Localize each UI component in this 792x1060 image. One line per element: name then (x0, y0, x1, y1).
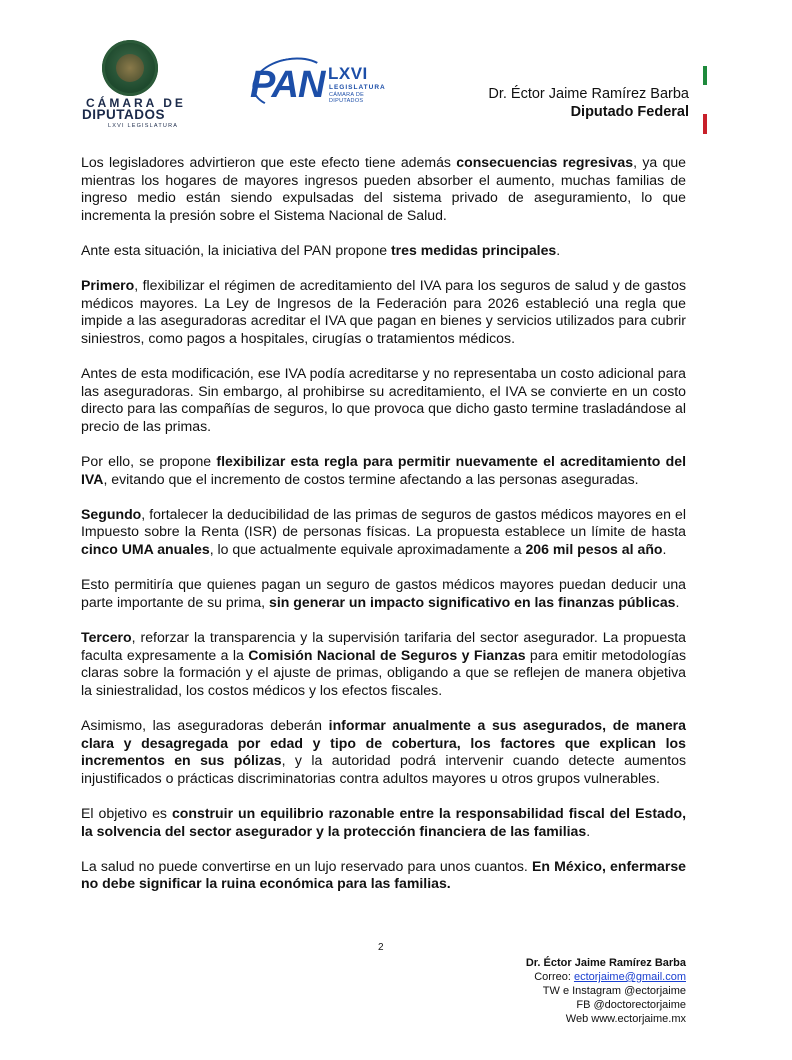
text-run: Por ello, se propone (81, 453, 217, 470)
bold-text: construir un equilibrio razonable entre la responsabilidad fiscal del Estado, la solvencia del sector asegurador y la protección financiera de las familias (81, 804, 686, 839)
bold-text: Comisión Nacional de Seguros y Fianzas (248, 646, 526, 663)
red-accent-bar (703, 114, 707, 134)
pan-lxvi-logo (248, 58, 398, 110)
text-run: , reforzar la transparencia y la supervisión tarifaria del sector asegurador. La propuesta faculta expresamente a la (81, 629, 686, 663)
text-run: El objetivo es (81, 804, 172, 821)
paragraph (81, 154, 686, 224)
paragraph (81, 629, 686, 699)
text-run: . (675, 593, 680, 610)
bold-text: Primero (81, 277, 135, 294)
paragraph (81, 805, 686, 840)
document-body (81, 154, 686, 911)
text-run: , fortalecer la deducibilidad de las primas de seguros de gastos médicos mayores en el Impuesto sobre la Renta (ISR) de personas físicas. La propuesta establece un límite de hasta (81, 505, 686, 540)
footer-contact (526, 956, 686, 1026)
bold-text: tres medidas principales (390, 241, 557, 258)
paragraph (81, 506, 686, 559)
camara-de-diputados-logo (78, 38, 198, 130)
text-run: Asimismo, las aseguradoras deberán (81, 717, 329, 733)
text-run: . (556, 241, 561, 258)
bold-text: consecuencias regresivas (456, 154, 634, 170)
footer-facebook: FB @doctorectorjaime (576, 999, 686, 1011)
text-run: , evitando que el incremento de costos termine afectando a las personas aseguradas. (103, 470, 639, 487)
lxvi-legislatura-text: LEGISLATURA (329, 84, 386, 91)
footer-email-label: Correo: (534, 971, 574, 983)
paragraph (81, 717, 686, 787)
text-run: , ya que mientras los hogares de mayores ingresos pueden absorber el aumento, muchas familias de ingreso medio están siendo expulsadas del sistema privado de aseguramiento, lo que incrementa la presión sobre el Sistema Nacional de Salud. (81, 154, 687, 223)
paragraph (81, 453, 686, 488)
camara-logo-line1: CÁMARA DE (86, 96, 186, 110)
bold-text: Tercero (81, 629, 132, 646)
camara-logo-line3: LXVI LEGISLATURA (108, 123, 179, 129)
camara-logo-line2: DIPUTADOS (82, 107, 166, 122)
bold-text: En México, enfermarse no debe significar la ruina económica para las familias. (81, 857, 687, 892)
footer-twitter-instagram: TW e Instagram @ectorjaime (542, 985, 686, 997)
bold-text: Segundo (81, 505, 142, 522)
text-run: , lo que actualmente equivale aproximadamente a (209, 541, 526, 558)
header-author-name: Dr. Éctor Jaime Ramírez Barba (488, 86, 689, 102)
lxvi-logo-text: LXVI (328, 64, 368, 83)
paragraph (81, 576, 686, 611)
paragraph (81, 277, 686, 347)
bold-text: flexibilizar esta regla para permitir nuevamente el acreditamiento del IVA (81, 453, 686, 487)
text-run: . (586, 822, 591, 839)
header-author-title: Diputado Federal (570, 104, 689, 120)
page-number: 2 (378, 942, 384, 953)
pan-logo-text: PAN (250, 64, 325, 106)
text-run: . (662, 541, 667, 558)
text-run: Los legisladores advirtieron que este efecto tiene además (81, 154, 457, 170)
paragraph (81, 242, 686, 260)
camara-seal-icon (102, 40, 158, 96)
bold-text: sin generar un impacto significativo en las finanzas públicas (269, 593, 676, 610)
paragraph (81, 858, 686, 893)
footer-web: Web www.ectorjaime.mx (565, 1013, 686, 1025)
text-run: Esto permitiría que quienes pagan un seguro de gastos médicos mayores puedan deducir una parte importante de su prima, (81, 576, 686, 610)
green-accent-bar (703, 66, 707, 85)
text-run: La salud no puede convertirse en un lujo reservado para unos cuantos. (81, 857, 532, 874)
footer-name: Dr. Éctor Jaime Ramírez Barba (525, 957, 686, 969)
text-run: , flexibilizar el régimen de acreditamiento del IVA para los seguros de salud y de gastos médicos mayores. La Ley de Ingresos de la Federación para 2026 estableció una regla que impide a las aseguradoras acreditar el IVA que pagan en bienes y servicios utilizados para cubrir siniestros, como pagos a hospitales, cirugías o tratamientos médicos. (81, 277, 686, 346)
bold-text: 206 mil pesos al año (525, 541, 663, 558)
text-run: Antes de esta modificación, ese IVA podía acreditarse y no representaba un costo adicional para las aseguradoras. Sin embargo, al prohibirse su acreditamiento, el IVA se convierte en un costo directo para las compañías de seguros, lo que provoca que dicho gasto termine trasladándose al precio de las primas. (81, 365, 686, 434)
bold-text: cinco UMA anuales (81, 541, 210, 558)
text-run: Ante esta situación, la iniciativa del PAN propone (81, 241, 391, 258)
lxvi-camara-text: CÁMARA DE DIPUTADOS (329, 92, 365, 104)
text-run: para emitir metodologías claras sobre la formación y el ajuste de primas, obligando a que se reflejen de manera objetiva la siniestralidad, los costos médicos y los efectos fiscales. (81, 646, 686, 698)
paragraph (81, 365, 686, 435)
text-run: , y la autoridad podrá intervenir cuando detecte aumentos injustificados o prácticas discriminatorias contra adultos mayores u otros grupos vulnerables. (81, 752, 687, 786)
bold-text: informar anualmente a sus asegurados, de manera clara y desagregada por edad y tipo de cobertura, los factores que explican los incrementos en sus pólizas (81, 717, 686, 769)
footer-email-link[interactable]: ectorjaime@gmail.com (573, 971, 686, 983)
footer-email-line (526, 970, 686, 984)
